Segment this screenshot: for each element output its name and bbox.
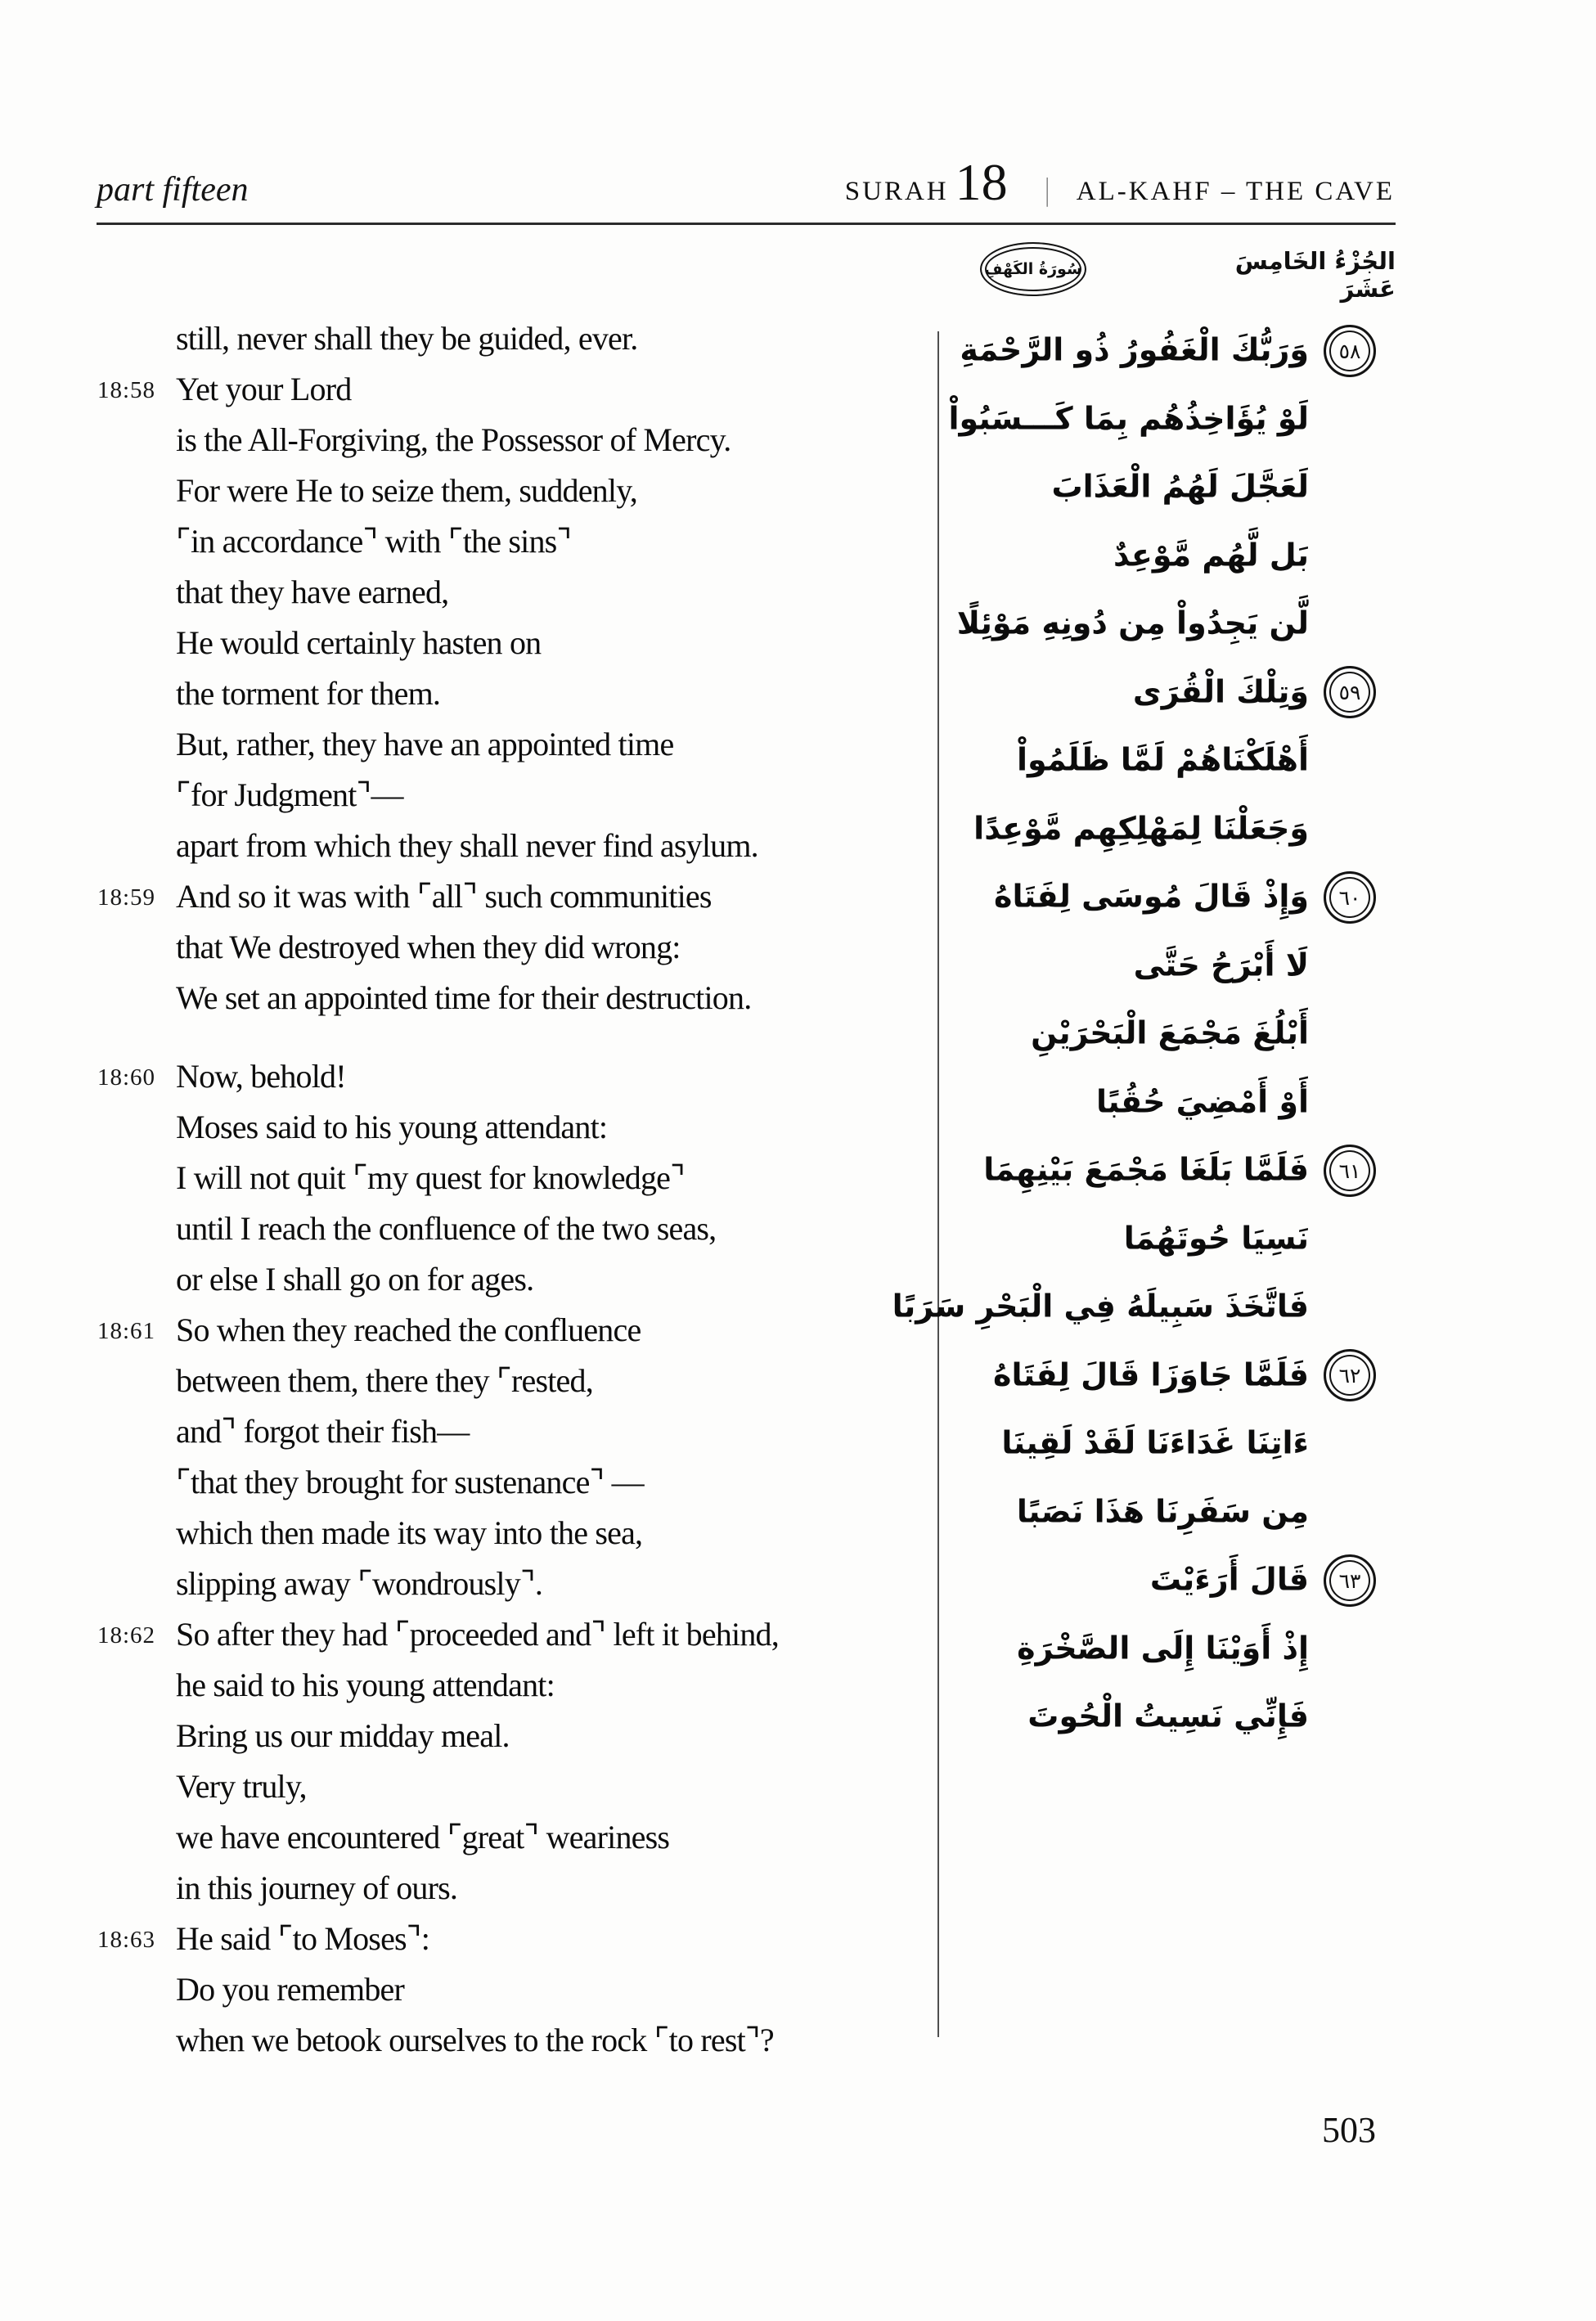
english-text: that they have earned, — [176, 574, 449, 610]
verse-medallion — [1309, 1341, 1391, 1410]
arabic-text: لَعَجَّلَ لَهُمُ الْعَذَابَ — [1051, 468, 1309, 505]
arabic-line — [941, 385, 1391, 453]
english-text: But, rather, they have an appointed time — [176, 726, 674, 762]
arabic-juz-title: الجُزْءُ الخَامِسَ عَشَرَ — [1234, 247, 1396, 303]
arabic-column — [892, 316, 1391, 1751]
arabic-line — [941, 1068, 1391, 1136]
english-line — [94, 618, 920, 668]
english-line — [94, 1660, 920, 1711]
english-line — [94, 1711, 920, 1761]
english-line — [94, 2015, 920, 2066]
arabic-line — [941, 1204, 1391, 1273]
arabic-text: أَبْلُغَ مَجْمَعَ الْبَحْرَيْنِ — [1031, 1014, 1309, 1051]
english-line — [94, 415, 920, 466]
english-line — [94, 1406, 920, 1457]
verse-medallion-number: ٦١ — [1324, 1145, 1376, 1197]
arabic-text: فَإِنِّي نَسِيتُ الْحُوتَ — [1027, 1698, 1309, 1734]
english-line — [94, 719, 920, 770]
verse-medallion-number: ٦٣ — [1324, 1554, 1376, 1607]
english-line — [94, 1761, 920, 1812]
verse-number: 18:62 — [97, 1622, 156, 1649]
page-number: 503 — [1322, 2110, 1376, 2150]
english-text: or else I shall go on for ages. — [176, 1261, 534, 1298]
english-text: He said ⌜to Moses⌝: — [176, 1920, 430, 1957]
english-text: So after they had ⌜proceeded and⌝ left it behind, — [176, 1616, 779, 1653]
arabic-surah-cartouche — [980, 242, 1086, 296]
english-text: ⌜for Judgment⌝— — [176, 776, 403, 813]
english-text: I will not quit ⌜my quest for knowledge⌝ — [176, 1159, 686, 1196]
english-line — [94, 1051, 920, 1102]
arabic-line — [941, 1614, 1391, 1683]
arabic-line — [941, 1545, 1391, 1614]
header-rule — [97, 223, 1396, 225]
english-text: in this journey of ours. — [176, 1869, 458, 1906]
english-text: And so it was with ⌜all⌝ such communities — [176, 878, 712, 915]
arabic-text: وَإِذْ قَالَ مُوسَى لِفَتَاهُ — [994, 878, 1309, 915]
english-line — [94, 567, 920, 618]
arabic-surah-title: سُورَةُ الكَهْفِ — [984, 260, 1082, 278]
arabic-text: نَسِيَا حُوتَهُمَا — [1123, 1220, 1309, 1257]
verse-medallion — [1309, 317, 1391, 385]
arabic-text: لَوْ يُؤَاخِذُهُم بِمَا كَـــسَبُواْ — [948, 400, 1309, 437]
english-text: and⌝ forgot their fish— — [176, 1413, 470, 1450]
arabic-text: وَجَعَلْنَا لِمَهْلِكِهِم مَّوْعِدًا — [973, 810, 1309, 847]
arabic-text: لَّن يَجِدُواْ مِن دُونِهِ مَوْئِلًا — [956, 605, 1309, 641]
arabic-text: لَا أَبْرَحُ حَتَّى — [1133, 947, 1309, 983]
verse-medallion — [1309, 863, 1391, 932]
arabic-text: وَتِلْكَ الْقُرَى — [1132, 673, 1309, 710]
english-text: we have encountered ⌜great⌝ weariness — [176, 1819, 670, 1855]
arabic-line — [941, 1409, 1391, 1478]
surah-header — [845, 152, 1395, 213]
english-text: is the All-Forgiving, the Possessor of Mercy. — [176, 421, 731, 458]
english-text: ⌜that they brought for sustenance⌝ — — [176, 1464, 644, 1500]
english-text: Very truly, — [176, 1768, 307, 1805]
arabic-text: ءَاتِنَا غَدَاءَنَا لَقَدْ لَقِينَا — [1001, 1424, 1309, 1461]
verse-medallion-number: ٦٢ — [1324, 1349, 1376, 1401]
english-line — [94, 1964, 920, 2015]
arabic-line — [941, 1136, 1391, 1204]
verse-number: 18:59 — [97, 884, 156, 911]
arabic-line — [941, 931, 1391, 1000]
verse-medallion-number: ٥٩ — [1324, 666, 1376, 718]
english-text: apart from which they shall never find asylum. — [176, 827, 758, 864]
english-text: between them, there they ⌜rested, — [176, 1362, 593, 1399]
part-label: part fifteen — [97, 171, 249, 209]
english-line — [94, 516, 920, 567]
surah-number: 18 — [955, 153, 1008, 211]
english-line — [94, 364, 920, 415]
english-line — [94, 871, 920, 922]
arabic-line — [941, 726, 1391, 794]
arabic-line — [941, 452, 1391, 521]
english-text: He would certainly hasten on — [176, 624, 542, 661]
verse-medallion — [1309, 658, 1391, 726]
english-text: We set an appointed time for their destruction. — [176, 979, 752, 1016]
english-text: Moses said to his young attendant: — [176, 1109, 608, 1145]
arabic-text: بَل لَّهُم مَّوْعِدٌ — [1113, 537, 1309, 574]
arabic-line — [941, 794, 1391, 863]
english-text: which then made its way into the sea, — [176, 1514, 643, 1551]
verse-medallion-number: ٦٠ — [1324, 871, 1376, 924]
arabic-line — [941, 862, 1391, 931]
arabic-text: فَلَمَّا جَاوَزَا قَالَ لِفَتَاهُ — [993, 1356, 1309, 1393]
column-divider — [937, 331, 939, 2037]
arabic-line — [941, 999, 1391, 1068]
arabic-text: قَالَ أَرَءَيْتَ — [1149, 1561, 1309, 1598]
english-text: Do you remember — [176, 1971, 405, 2008]
english-text: For were He to seize them, suddenly, — [176, 472, 637, 509]
verse-number: 18:60 — [97, 1064, 156, 1091]
english-line — [94, 1356, 920, 1406]
english-text: that We destroyed when they did wrong: — [176, 929, 681, 965]
verse-number: 18:63 — [97, 1927, 156, 1953]
english-line — [94, 821, 920, 871]
english-column — [94, 313, 920, 2066]
english-line — [94, 1457, 920, 1508]
verse-medallion — [1309, 1136, 1391, 1205]
english-line — [94, 1254, 920, 1305]
arabic-line — [941, 521, 1391, 590]
english-line — [94, 313, 920, 364]
english-line — [94, 1914, 920, 1964]
english-line — [94, 1102, 920, 1153]
english-line — [94, 922, 920, 973]
arabic-text: فَاتَّخَذَ سَبِيلَهُ فِي الْبَحْرِ سَرَبًا — [892, 1288, 1309, 1325]
header-separator: | — [1044, 173, 1050, 207]
arabic-line — [941, 1682, 1391, 1751]
english-line — [94, 1153, 920, 1203]
english-text: until I reach the confluence of the two seas, — [176, 1210, 717, 1247]
arabic-text: أَوْ أَمْضِيَ حُقُبًا — [1095, 1083, 1309, 1120]
english-line — [94, 1203, 920, 1254]
english-line — [94, 1812, 920, 1863]
arabic-line — [941, 658, 1391, 726]
verse-medallion — [1309, 1546, 1391, 1615]
english-line — [94, 1863, 920, 1914]
arabic-text: وَرَبُّكَ الْغَفُورُ ذُو الرَّحْمَةِ — [960, 331, 1309, 368]
english-text: Bring us our midday meal. — [176, 1717, 510, 1754]
english-text: when we betook ourselves to the rock ⌜to rest⌝? — [176, 2022, 774, 2058]
arabic-line — [941, 589, 1391, 658]
arabic-text: مِن سَفَرِنَا هَذَا نَصَبًا — [1016, 1493, 1309, 1530]
english-text: ⌜in accordance⌝ with ⌜the sins⌝ — [176, 523, 572, 560]
verse-number: 18:58 — [97, 377, 156, 403]
verse-gap — [94, 1023, 920, 1051]
arabic-text: فَلَمَّا بَلَغَا مَجْمَعَ بَيْنِهِمَا — [983, 1151, 1309, 1188]
arabic-text: إِذْ أَوَيْنَا إِلَى الصَّخْرَةِ — [1017, 1630, 1309, 1667]
arabic-line — [941, 1341, 1391, 1410]
english-text: slipping away ⌜wondrously⌝. — [176, 1565, 543, 1602]
english-line — [94, 1508, 920, 1559]
english-text: the torment for them. — [176, 675, 441, 712]
english-line — [94, 466, 920, 516]
arabic-line — [941, 1478, 1391, 1546]
english-text: Now, behold! — [176, 1058, 346, 1095]
verse-medallion-number: ٥٨ — [1324, 325, 1376, 377]
english-line — [94, 770, 920, 821]
arabic-line — [941, 316, 1391, 385]
surah-word: SURAH — [844, 177, 949, 206]
english-text: still, never shall they be guided, ever. — [176, 320, 638, 357]
english-text: he said to his young attendant: — [176, 1667, 555, 1703]
english-line — [94, 1559, 920, 1609]
arabic-line — [892, 1272, 1391, 1341]
english-line — [94, 668, 920, 719]
english-line — [94, 1609, 920, 1660]
english-line — [94, 973, 920, 1023]
arabic-text: أَهْلَكْنَاهُمْ لَمَّا ظَلَمُواْ — [1016, 741, 1309, 778]
verse-number: 18:61 — [97, 1318, 156, 1344]
english-text: So when they reached the confluence — [176, 1311, 641, 1348]
english-text: Yet your Lord — [176, 371, 352, 407]
surah-name: AL-KAHF – THE CAVE — [1076, 177, 1395, 206]
english-line — [94, 1305, 920, 1356]
